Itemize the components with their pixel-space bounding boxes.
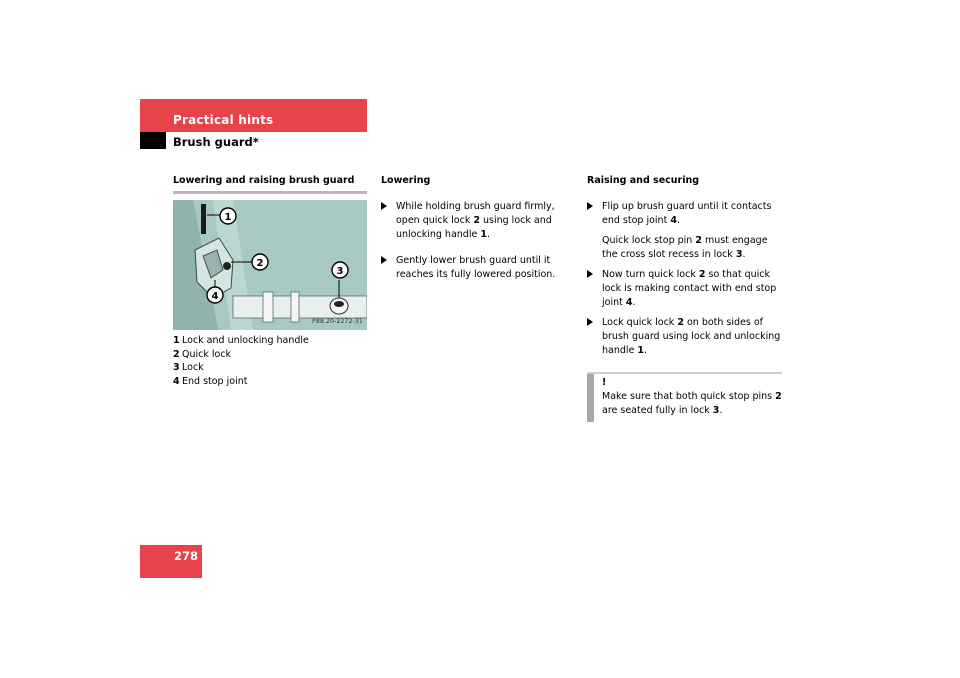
page-number: 278 [173, 549, 198, 563]
legend-item: 3 Lock [173, 362, 204, 373]
arrow-bullet-icon [381, 202, 387, 210]
svg-text:4: 4 [211, 291, 219, 302]
lowering-heading: Lowering [381, 175, 431, 186]
instruction-step: Flip up brush guard until it contacts end stop joint 4. [587, 200, 782, 228]
left-column [173, 174, 367, 388]
svg-text:3: 3 [336, 266, 344, 277]
warning-box [587, 372, 782, 418]
svg-text:1: 1 [224, 212, 232, 223]
arrow-bullet-icon [587, 318, 593, 326]
instruction-step: Gently lower brush guard until it reaches its fully lowered position. [381, 254, 575, 282]
warning-bar [587, 374, 594, 422]
left-heading: Lowering and raising brush guard [173, 175, 355, 186]
arrow-bullet-icon [381, 256, 387, 264]
middle-column [381, 174, 575, 282]
warning-text: Make sure that both quick stop pins 2 are seated fully in lock 3. [602, 391, 782, 416]
subsection-title: Brush guard* [173, 135, 259, 149]
figure-legend [173, 334, 367, 388]
arrow-bullet-icon [587, 270, 593, 278]
figure-code: P88.20-2272-31 [312, 318, 363, 325]
heading-rule [173, 191, 367, 194]
svg-text:2: 2 [256, 258, 264, 269]
right-column [587, 174, 782, 418]
instruction-step: Now turn quick lock 2 so that quick lock is making contact with end stop joint 4. [587, 268, 782, 310]
brush-guard-figure [173, 200, 367, 330]
instruction-step: While holding brush guard firmly, open quick lock 2 using lock and unlocking handle 1. [381, 200, 575, 242]
raising-heading: Raising and securing [587, 175, 700, 186]
header-marker [140, 132, 166, 149]
legend-item: 2 Quick lock [173, 348, 232, 360]
arrow-bullet-icon [587, 202, 593, 210]
warning-icon: ! [602, 377, 607, 388]
section-title: Practical hints [173, 113, 274, 127]
instruction-step: Lock quick lock 2 on both sides of brush guard using lock and unlocking handle 1. [587, 316, 782, 358]
step-note: Quick lock stop pin 2 must engage the cross slot recess in lock 3. [602, 235, 768, 260]
legend-item: 1 Lock and unlocking handle [173, 335, 309, 346]
legend-item: 4 End stop joint [173, 375, 248, 387]
brush-guard-illustration [173, 200, 367, 330]
